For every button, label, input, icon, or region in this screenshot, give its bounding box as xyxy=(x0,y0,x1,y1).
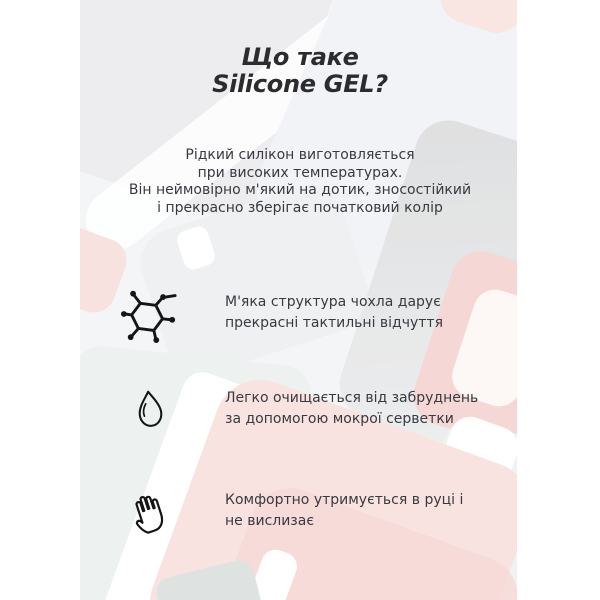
feature-1-line-1: М'яка структура чохла дарує xyxy=(225,294,441,310)
feature-text xyxy=(225,292,443,334)
feature-2-line-2: за допомогою мокрої серветки xyxy=(225,411,454,427)
intro-line-1: Рідкий силікон виготовляється xyxy=(185,147,415,163)
feature-row-soft-structure xyxy=(118,281,443,345)
feature-3-line-1: Комфортно утримується в руці і xyxy=(225,492,464,508)
intro-line-4: і прекрасно зберігає початковий колір xyxy=(157,199,443,216)
molecule-icon xyxy=(118,282,182,344)
feature-2-line-1: Легко очищається від забруднень xyxy=(225,390,479,406)
hand-icon xyxy=(118,488,182,534)
intro-line-2: при високих температурах. xyxy=(197,164,403,181)
title-line-1: Що таке xyxy=(241,43,359,71)
intro-line-3: Він неймовірно м'який на дотик, зносостійкий xyxy=(128,182,472,199)
feature-3-line-2: не вислизає xyxy=(225,513,315,529)
water-drop-icon xyxy=(118,388,182,430)
feature-row-easy-clean xyxy=(118,386,478,432)
page-title xyxy=(0,44,600,98)
title-line-2: Silicone GEL? xyxy=(212,70,388,98)
feature-text xyxy=(225,388,478,430)
feature-text xyxy=(225,490,463,532)
feature-1-line-2: прекрасні тактильні відчуття xyxy=(225,315,444,331)
feature-row-grip xyxy=(118,487,463,535)
intro-text xyxy=(0,147,600,217)
